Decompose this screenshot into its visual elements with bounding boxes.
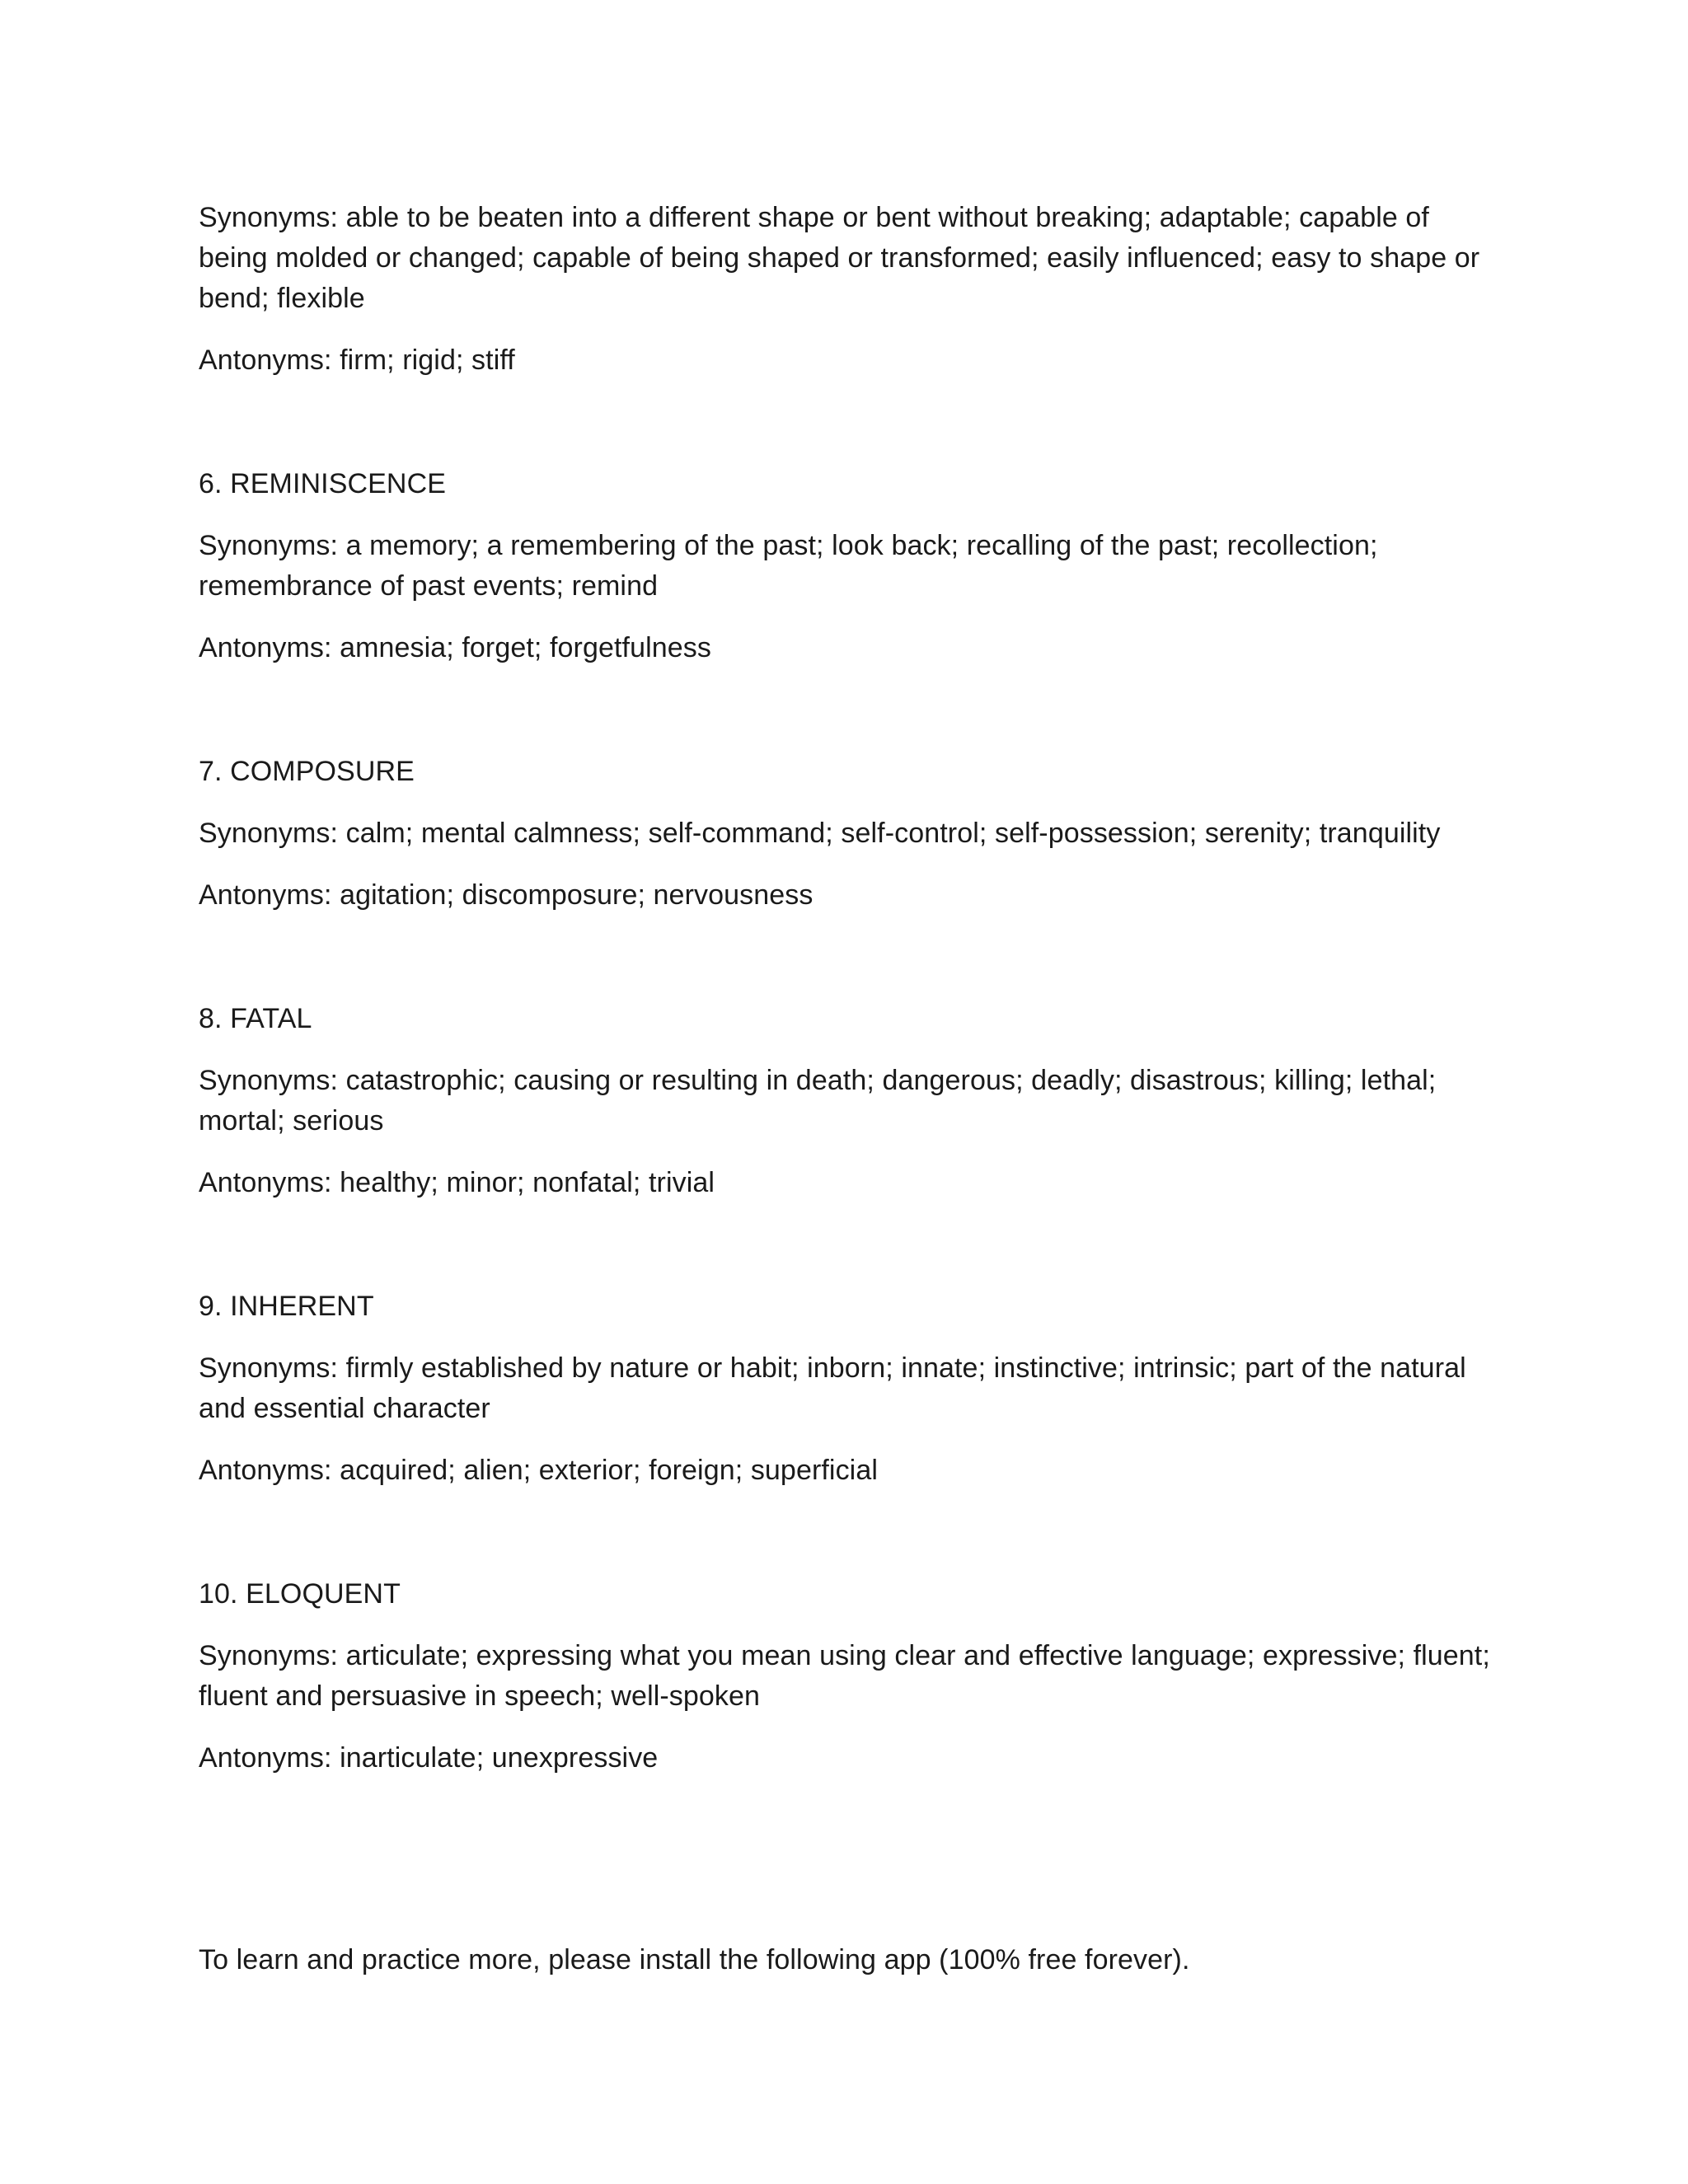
antonyms-text: Antonyms: firm; rigid; stiff [199, 344, 515, 376]
antonyms-text: Antonyms: healthy; minor; nonfatal; trivial [199, 1167, 715, 1198]
word-entry-fatal [199, 999, 1493, 1203]
word-entry-inherent [199, 1286, 1493, 1491]
word-entry-malleable-continued [199, 198, 1493, 381]
synonyms-text: Synonyms: calm; mental calmness; self-command; self-control; self-possession; serenity; tranquility [199, 818, 1441, 849]
synonyms-text: Synonyms: catastrophic; causing or resulting in death; dangerous; deadly; disastrous; killing; lethal; mortal; serious [199, 1065, 1437, 1137]
word-heading: 7. COMPOSURE [199, 756, 415, 787]
synonyms-text: Synonyms: able to be beaten into a different shape or bent without breaking; adaptable; capable of being molded or changed; capable of being shaped or transformed; easily influenced; easy to shape or bend; flexible [199, 202, 1480, 314]
page-content [199, 198, 1493, 1980]
word-heading: 10. ELOQUENT [199, 1578, 401, 1610]
word-entry-eloquent [199, 1574, 1493, 1779]
footer-note: To learn and practice more, please install the following app (100% free forever). [199, 1944, 1190, 1975]
antonyms-text: Antonyms: acquired; alien; exterior; foreign; superficial [199, 1455, 878, 1486]
antonyms-text: Antonyms: amnesia; forget; forgetfulness [199, 632, 711, 663]
synonyms-text: Synonyms: a memory; a remembering of the past; look back; recalling of the past; recollection; remembrance of past events; remind [199, 530, 1378, 602]
word-heading: 8. FATAL [199, 1003, 312, 1034]
word-heading: 9. INHERENT [199, 1291, 374, 1322]
synonyms-text: Synonyms: articulate; expressing what you mean using clear and effective language; expressive; fluent; fluent and persuasive in speech; well-spoken [199, 1640, 1490, 1712]
synonyms-text: Synonyms: firmly established by nature or habit; inborn; innate; instinctive; intrinsic; part of the natural and essential character [199, 1352, 1466, 1424]
antonyms-text: Antonyms: agitation; discomposure; nervousness [199, 879, 814, 911]
antonyms-text: Antonyms: inarticulate; unexpressive [199, 1742, 659, 1774]
word-entry-reminiscence [199, 464, 1493, 668]
word-entry-composure [199, 752, 1493, 916]
word-heading: 6. REMINISCENCE [199, 468, 446, 499]
